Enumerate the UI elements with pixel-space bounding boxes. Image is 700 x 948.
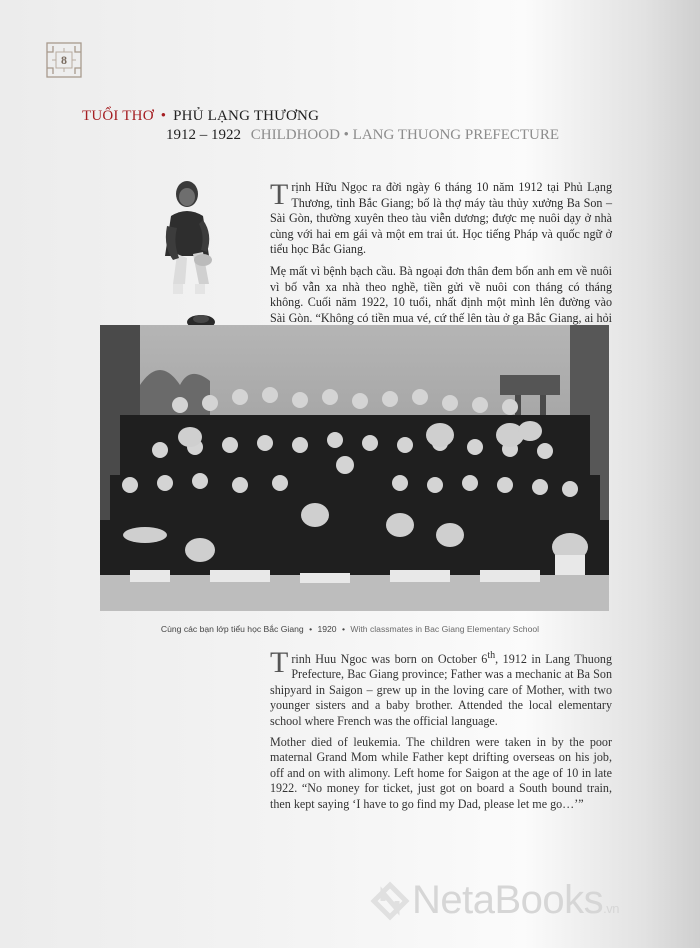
class-group-photo [100, 325, 609, 611]
title-vn-part2: PHỦ LẠNG THƯƠNG [173, 108, 320, 124]
en-paragraph-1-b: , 1912 in Lang Thuong Prefecture, Bac Giang province; Father was a mechanic at Ba Son shipyard in Saigon – grew up in the loving care of Mother, with two younger sisters and a baby brother. Attended the local elementary school where French was the official language. [270, 652, 612, 728]
vn-paragraph-2: Mẹ mất vì bệnh bạch cầu. Bà ngoại đơn thân đem bốn anh em về nuôi vì bố vẫn xa nhà theo nghề, tiền gửi về nuôi con tháng có tháng không. Cuối năm 1922, 10 tuổi, nhất định một mình lên đường vào Sài Gòn. “Không có tiền mua vé, cứ thế lên tàu ở ga Bắc Giang, ai hỏi [270, 263, 612, 325]
en-paragraph-1-sup: th [487, 650, 496, 661]
photo-caption [0, 624, 700, 634]
page-number: 8 [61, 52, 67, 67]
english-body-text [270, 648, 612, 818]
caption-bullet-2: • [341, 624, 345, 634]
en-paragraph-1-a: rinh Huu Ngoc was born on October 6 [291, 652, 488, 667]
chapter-title-english [166, 127, 559, 144]
vietnamese-body-text [270, 180, 612, 348]
child-portrait-photo [163, 176, 223, 334]
vn-paragraph-1-text: rịnh Hữu Ngọc ra đời ngày 6 tháng 10 năm 1912 tại Phủ Lạng Thương, tỉnh Bắc Giang; bố là thợ máy tàu thủy xưởng Ba Son – Sài Gòn, thường xuyên theo tàu viễn dương; được mẹ nuôi dạy ở nhà cùng với hai em gái và một em trai út. Học tiếng Pháp và quốc ngữ ở tiểu học Bắc Giang. [270, 180, 612, 257]
en-paragraph-2: Mother died of leukemia. The children were taken in by the poor maternal Grand Mom while Father kept drifting overseas on his job, off and on with alimony. Left home for Saigon at the age of 10 in late 1922. “No money for ticket, just got on board a South bound train, then kept saying ‘I have to go find my Dad, please let me go…’” [270, 735, 612, 811]
page-number-ornament [44, 40, 84, 80]
title-years: 1912 – 1922 [166, 127, 241, 143]
caption-year: 1920 [317, 624, 337, 634]
caption-en: With classmates in Bac Giang Elementary School [350, 624, 540, 634]
watermark-brand: NetaBooks [412, 878, 604, 922]
en-drop-cap: T [270, 646, 289, 679]
title-vn-part1: TUỔI THƠ [82, 108, 154, 124]
vn-paragraph-1 [270, 180, 612, 258]
title-bullet: • [160, 108, 167, 124]
chapter-title-vietnamese [82, 108, 319, 125]
en-paragraph-1 [270, 648, 612, 729]
title-en-text: CHILDHOOD • LANG THUONG PREFECTURE [250, 127, 560, 143]
caption-bullet: • [309, 624, 313, 634]
watermark-text [412, 878, 619, 923]
vn-drop-cap: T [270, 178, 289, 211]
caption-vn: Cùng các bạn lớp tiểu học Bắc Giang [160, 624, 304, 634]
watermark-suffix: .vn [603, 901, 620, 916]
